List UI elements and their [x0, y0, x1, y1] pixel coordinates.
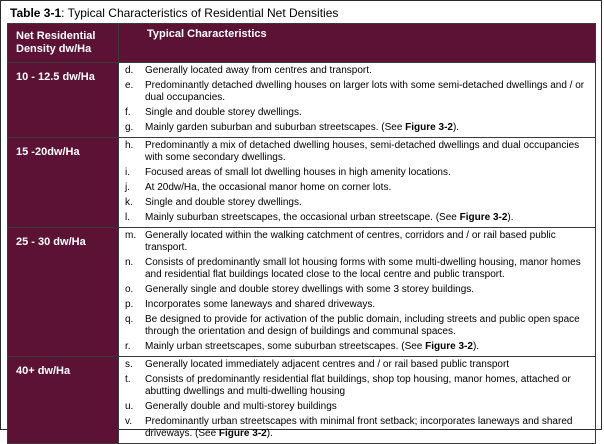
- list-item: [119, 401, 595, 413]
- figure-reference: Figure 3-2: [459, 212, 508, 223]
- density-cell: 10 - 12.5 dw/Ha: [8, 63, 119, 138]
- item-letter: q.: [125, 314, 134, 325]
- table-row: [8, 63, 596, 138]
- list-item: [119, 122, 595, 134]
- table-caption-label: Table 3-1: [10, 6, 62, 20]
- item-letter: o.: [125, 284, 134, 295]
- item-text: [145, 230, 595, 254]
- item-text: [145, 167, 595, 179]
- item-text-end: ).: [507, 212, 514, 223]
- item-text-main: Predominantly detached dwelling houses on larger lots with some semi-detached dwellings and / or dual occupancies.: [145, 80, 585, 103]
- item-text: [145, 182, 595, 194]
- item-letter: r.: [125, 341, 131, 352]
- item-text: [145, 212, 595, 224]
- item-text: [145, 374, 595, 398]
- density-cell: 25 - 30 dw/Ha: [8, 228, 119, 357]
- item-text: [145, 257, 595, 281]
- table-body: [8, 63, 596, 444]
- list-item: [119, 314, 595, 338]
- list-item: [119, 284, 595, 296]
- item-text-main: Consists of predominantly residential flat buildings, shop top housing, manor homes, attached or abutting dwellings and multi-dwelling housing: [145, 374, 571, 397]
- table-row: [8, 228, 596, 357]
- item-text-main: Focused areas of small lot dwelling houses in high amenity locations.: [145, 167, 451, 178]
- item-text-main: Single and double storey dwellings.: [145, 107, 302, 118]
- list-item: [119, 140, 595, 164]
- item-letter: u.: [125, 401, 134, 412]
- item-letter: j.: [125, 182, 130, 193]
- item-text: [145, 107, 595, 119]
- item-letter: d.: [125, 65, 134, 76]
- list-item: [119, 212, 595, 224]
- figure-reference: Figure 3-2: [405, 122, 453, 133]
- item-text-end: ).: [472, 341, 480, 352]
- densities-table: [7, 23, 596, 444]
- item-text: [145, 284, 595, 296]
- list-item: [119, 341, 595, 353]
- item-text-main: Generally double and multi-storey buildings: [145, 401, 337, 412]
- characteristics-cell: [119, 63, 596, 138]
- list-item: [119, 197, 595, 209]
- item-letter: l.: [125, 212, 130, 223]
- item-text-main: Single and double storey dwellings.: [145, 197, 302, 208]
- list-item: [119, 230, 595, 254]
- list-item: [119, 374, 595, 398]
- item-text: [145, 80, 595, 104]
- density-cell: 15 -20dw/Ha: [8, 138, 119, 228]
- list-item: [119, 257, 595, 281]
- item-letter: g.: [125, 122, 134, 133]
- list-item: [119, 65, 595, 77]
- item-letter: p.: [125, 299, 134, 310]
- item-text-main: Generally located away from centres and transport.: [145, 65, 372, 76]
- item-text-main: Incorporates some laneways and shared driveways.: [145, 299, 376, 310]
- item-text-main: Mainly suburban streetscapes, the occasional urban streetscape. (See: [145, 212, 460, 223]
- header-density: Net Residential Density dw/Ha: [8, 24, 119, 63]
- item-text-main: Generally located immediately adjacent centres and / or rail based public transport: [145, 359, 510, 370]
- item-text-end: ).: [452, 122, 460, 133]
- list-item: [119, 416, 595, 440]
- item-letter: h.: [125, 140, 134, 151]
- table-row: [8, 357, 596, 444]
- item-text: [145, 65, 595, 77]
- item-text: [145, 299, 595, 311]
- list-item: [119, 299, 595, 311]
- characteristics-cell: [119, 138, 596, 228]
- item-letter: n.: [125, 257, 134, 268]
- item-text: [145, 341, 595, 353]
- item-text-main: Generally located within the walking catchment of centres, corridors and / or rail based public transport.: [145, 230, 556, 253]
- list-item: [119, 359, 595, 371]
- item-letter: k.: [125, 197, 133, 208]
- item-text-main: At 20dw/Ha, the occasional manor home on corner lots.: [145, 182, 392, 193]
- item-text-main: Mainly urban streetscapes, some suburban streetscapes. (See: [145, 341, 426, 352]
- item-letter: v.: [125, 416, 133, 427]
- header-characteristics: Typical Characteristics: [119, 24, 596, 63]
- item-letter: e.: [125, 80, 134, 91]
- item-text-main: Consists of predominantly small lot housing forms with some multi-dwelling housing, manor homes and residential flat buildings located close to the local centre and public transport.: [145, 257, 581, 280]
- item-text-main: Mainly garden suburban and suburban streetscapes. (See: [145, 122, 406, 133]
- item-text: [145, 140, 595, 164]
- table-header-row: [8, 24, 596, 63]
- item-letter: i.: [125, 167, 130, 178]
- item-text: [145, 359, 595, 371]
- item-letter: s.: [125, 359, 133, 370]
- table-caption-title: : Typical Characteristics of Residential Net Densities: [61, 6, 339, 20]
- figure-reference: Figure 3-2: [218, 428, 267, 439]
- item-text: [145, 416, 595, 440]
- table-caption: [10, 5, 338, 21]
- item-text: [145, 197, 595, 209]
- item-letter: f.: [125, 107, 131, 118]
- list-item: [119, 107, 595, 119]
- item-text-main: Predominantly a mix of detached dwelling houses, semi-detached dwellings and dual occupancies with some secondary dwellings.: [145, 140, 580, 163]
- item-letter: t.: [125, 374, 131, 385]
- list-item: [119, 80, 595, 104]
- characteristics-cell: [119, 228, 596, 357]
- list-item: [119, 167, 595, 179]
- item-text: [145, 401, 595, 413]
- density-cell: 40+ dw/Ha: [8, 357, 119, 444]
- item-text: [145, 314, 595, 338]
- figure-reference: Figure 3-2: [425, 341, 473, 352]
- item-text: [145, 122, 595, 134]
- table-row: [8, 138, 596, 228]
- characteristics-cell: [119, 357, 596, 444]
- item-text-main: Generally single and double storey dwellings with some 3 storey buildings.: [145, 284, 475, 295]
- item-text-main: Predominantly urban streetscapes with minimal front setback; incorporates laneways and shared driveways. (See: [145, 416, 573, 439]
- item-letter: m.: [125, 230, 137, 241]
- item-text-end: ).: [266, 428, 273, 439]
- item-text-main: Be designed to provide for activation of the public domain, including streets and public open space through the orientation and design of buildings and communal spaces.: [145, 314, 580, 337]
- list-item: [119, 182, 595, 194]
